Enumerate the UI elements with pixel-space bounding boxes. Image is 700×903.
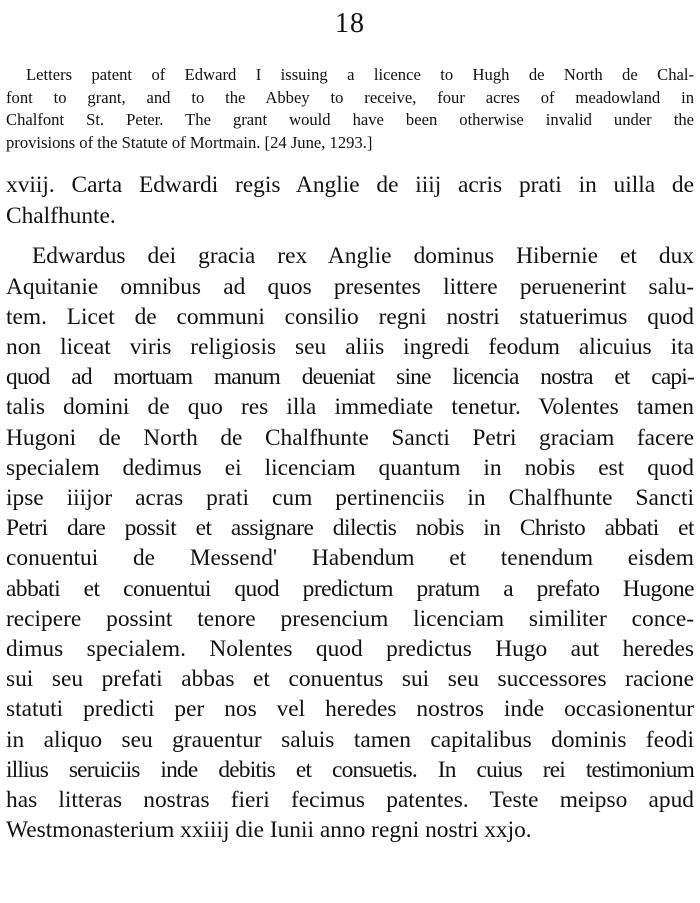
charter-line: quod ad mortuam manum deueniat sine licencia nostra et capi-: [6, 364, 694, 391]
charter-text: [6, 241, 694, 845]
charter-line: abbati et conuentui quod predictum pratum a prefato Hugone: [6, 575, 694, 602]
charter-line: specialem dedimus ei licenciam quantum in nobis est quod: [6, 454, 694, 481]
charter-line: Edwardus dei gracia rex Anglie dominus Hibernie et dux: [32, 243, 694, 270]
charter-line: illius seruiciis inde debitis et consuetis. In cuius rei testimonium: [6, 756, 694, 783]
summary-line: Chalfont St. Peter. The grant would have been otherwise invalid under the: [6, 110, 694, 130]
heading-line: Chalfhunte.: [6, 202, 116, 229]
summary-line: provisions of the Statute of Mortmain. [24 June, 1293.]: [6, 132, 373, 152]
charter-line: in aliquo seu grauentur saluis tamen capitalibus dominis feodi: [6, 726, 694, 753]
charter-line: Westmonasterium xxiiij die Iunii anno regni nostri xxjo.: [6, 817, 532, 844]
charter-line: Aquitanie omnibus ad quos presentes littere peruenerint salu-: [6, 273, 694, 300]
document-page: [6, 0, 694, 845]
charter-line: Hugoni de North de Chalfhunte Sancti Petri graciam facere: [6, 424, 694, 451]
charter-line: ipse iiijor acras prati cum pertinenciis in Chalfhunte Sancti: [6, 485, 694, 511]
charter-line: conuentui de Messend' Habendum et tenendum eisdem: [6, 545, 694, 572]
charter-line: recipere possint tenore presencium licenciam similiter conce-: [6, 605, 694, 632]
charter-line: non liceat viris religiosis seu aliis ingredi feodum alicuius ita: [6, 333, 694, 360]
charter-line: statuti predicti per nos vel heredes nostros inde occasionentur: [6, 696, 694, 723]
charter-line: sui seu prefati abbas et conuentus sui seu successores racione: [6, 666, 694, 693]
summary-line: font to grant, and to the Abbey to receive, four acres of meadowland in: [6, 87, 694, 107]
charter-line: Petri dare possit et assignare dilectis nobis in Christo abbati et: [6, 515, 694, 542]
heading-line: xviij. Carta Edwardi regis Anglie de iiij acris prati in uilla de: [6, 172, 694, 199]
charter-line: talis domini de quo res illa immediate tenetur. Volentes tamen: [6, 394, 694, 421]
charter-heading: [6, 170, 694, 231]
charter-line: has litteras nostras fieri fecimus patentes. Teste meipso apud: [6, 787, 694, 814]
editorial-summary: [6, 64, 694, 154]
summary-line: Letters patent of Edward I issuing a licence to Hugh de North de Chal-: [26, 65, 694, 84]
charter-line: tem. Licet de communi consilio regni nostri statuerimus quod: [6, 303, 694, 330]
page-number: 18: [335, 8, 365, 39]
charter-line: dimus specialem. Nolentes quod predictus Hugo aut heredes: [6, 636, 694, 663]
